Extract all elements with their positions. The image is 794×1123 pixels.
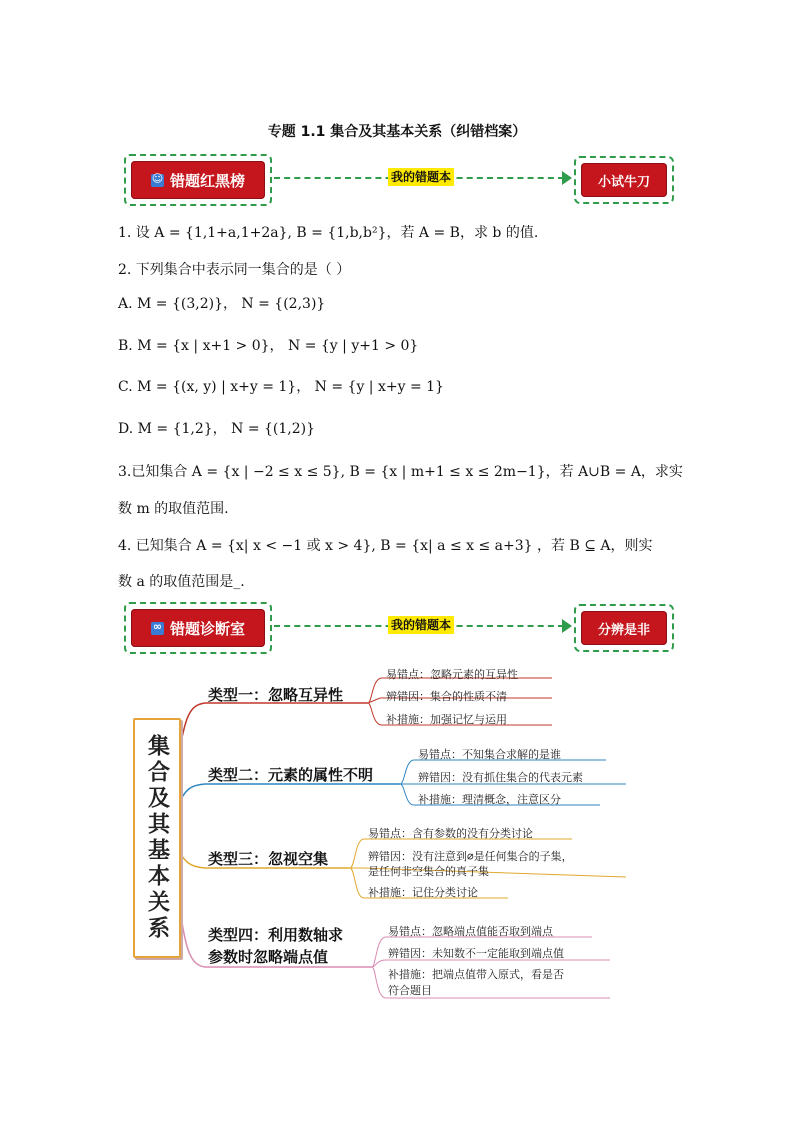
branch-4-item: 辨错因：未知数不一定能取到端点值 — [388, 947, 564, 960]
branch-4-item: 易错点：忽略端点值能否取到端点 — [388, 925, 553, 938]
branch-type-1: 类型一：忽略互异性 — [208, 686, 344, 704]
option-d: D. M = {1,2}， N = {(1,2)} — [118, 421, 316, 437]
branch-3-item: 是任何非空集合的真子集 — [368, 865, 489, 878]
option-c: C. M = {(x, y) | x+y = 1}， N = {y | x+y = 1} — [118, 379, 444, 395]
branch-1-item: 补措施：加强记忆与运用 — [386, 713, 507, 726]
question-1: 1. 设 A = {1,1+a,1+2a}, B = {1,b,b²}，若 A = B，求 b 的值. — [118, 225, 539, 241]
branch-3-item: 易错点：含有参数的没有分类讨论 — [368, 827, 533, 840]
diagnosis-label: 错题诊断室 — [169, 619, 245, 638]
notebook-label: 我的错题本 — [388, 616, 454, 634]
branch-1-item: 辨错因：集合的性质不清 — [386, 690, 507, 703]
branch-type-4-line2: 参数时忽略端点值 — [208, 948, 329, 966]
practice-label: 小试牛刀 — [581, 163, 667, 197]
branch-3-item: 辨错因：没有注意到∅是任何集合的子集， — [368, 850, 573, 863]
question-3: 3.已知集合 A = {x | −2 ≤ x ≤ 5}, B = {x | m+1 ≤ x ≤ 2m−1}，若 A∪B = A，求实 — [118, 464, 683, 480]
mindmap-root — [133, 718, 181, 958]
branch-type-3: 类型三：忽视空集 — [208, 850, 329, 868]
branch-2-item: 易错点：不知集合求解的是谁 — [418, 748, 561, 761]
option-b: B. M = {x | x+1 > 0}， N = {y | y+1 > 0} — [118, 338, 419, 354]
question-4: 4. 已知集合 A = {x| x < −1 或 x > 4}, B = {x| a ≤ x ≤ a+3} ，若 B ⊆ A，则实 — [118, 538, 653, 554]
branch-type-4: 类型四：利用数轴求 — [208, 926, 344, 944]
question-4-cont: 数 a 的取值范围是_. — [118, 574, 245, 590]
question-2: 2. 下列集合中表示同一集合的是（ ） — [118, 262, 351, 278]
discern-label: 分辨是非 — [581, 611, 667, 645]
person-icon: ☺ — [151, 171, 164, 185]
question-3-cont: 数 m 的取值范围. — [118, 501, 229, 517]
branch-2-item: 补措施：理清概念，注意区分 — [418, 793, 561, 806]
branch-2-item: 辨错因：没有抓住集合的代表元素 — [418, 771, 583, 784]
link-icon: ∞ — [152, 619, 163, 633]
branch-type-2: 类型二：元素的属性不明 — [208, 766, 374, 784]
option-a: A. M = {(3,2)}， N = {(2,3)} — [118, 296, 326, 312]
branch-4-item: 补措施：把端点值带入原式，看是否 — [388, 968, 564, 981]
page-title: 专题 1.1 集合及其基本关系（纠错档案） — [267, 124, 527, 140]
wrong-list-label: 错题红黑榜 — [169, 171, 245, 190]
branch-1-item: 易错点：忽略元素的互异性 — [386, 668, 518, 681]
branch-4-item: 符合题目 — [388, 984, 432, 997]
branch-3-item: 补措施：记住分类讨论 — [368, 886, 478, 899]
mindmap-root-label: 集合及其基本关系 — [144, 734, 170, 942]
notebook-label: 我的错题本 — [388, 168, 454, 186]
